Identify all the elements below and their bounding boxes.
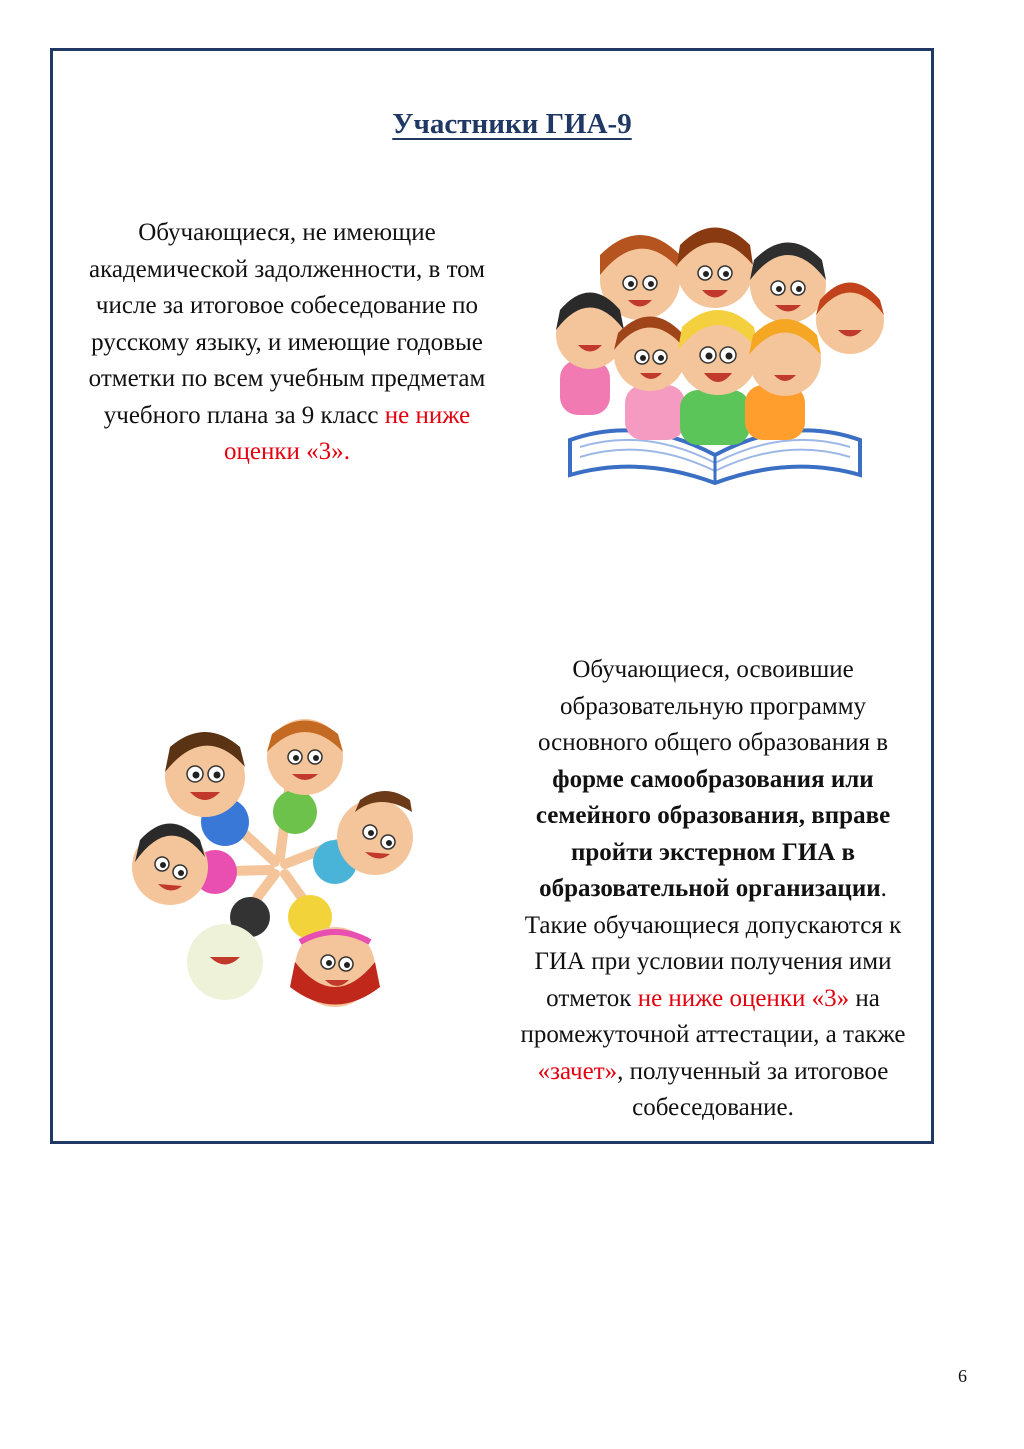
grade-requirement-highlight: не ниже оценки «3»: [224, 401, 471, 465]
page-title: Участники ГИА-9: [392, 108, 632, 140]
children-reading-book-illustration: [530, 215, 910, 490]
paragraph-external-students: Обучающиеся, освоившие образовательную программу основного общего образования в форме самообразования или семейного образования, вправе пройти экстерном ГИА в образовательной организации. Такие обучающиеся допускаются к ГИА при условии получения ими отметок не ниже оценки «3» на промежуточной аттестации, а также «зачет», полученный за итоговое собеседование.: [520, 656, 906, 1121]
children-hands-together-illustration: [130, 712, 420, 1012]
external-exam-bold: форме самообразования или семейного образования, вправе пройти экстерном ГИА в образовательной организации: [535, 765, 891, 902]
credit-highlight: «зачет»: [537, 1057, 618, 1085]
grade-requirement-highlight: не ниже оценки «3»: [637, 984, 850, 1012]
page-number: 6: [958, 1366, 967, 1386]
paragraph-regular-students: Обучающиеся, не имеющие академической задолженности, в том числе за итоговое собеседование по русскому языку, и имеющие годовые отметки по всем учебным предметам учебного плана за 9 класс не ниже оценки «3».: [88, 219, 486, 465]
